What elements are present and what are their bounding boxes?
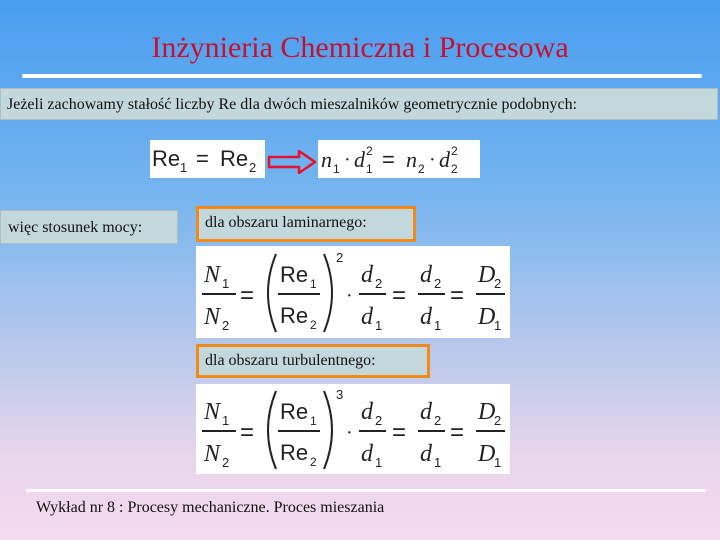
re2-subscript: 2 [249,160,257,175]
re2-subscript: 2 [310,455,317,469]
equals-sign: = [240,282,255,309]
dot-operator: · [346,422,353,444]
n2-symbol: N [204,441,221,467]
speed-diameter-equation [318,140,480,178]
d1-subscript: 1 [375,455,383,470]
equals-sign: = [450,419,465,446]
d2-symbol: d [439,147,450,172]
equals-sign: = [392,282,407,309]
dot-operator: · [344,149,351,171]
d1-subscript: 1 [434,318,442,333]
n1-subscript: 1 [333,162,340,176]
d2-subscript: 2 [375,276,383,291]
n1-subscript: 1 [222,276,230,291]
big-d1-symbol: D [478,441,496,467]
equals-sign: = [450,282,465,309]
intro-text: Jeżeli zachowamy stałość liczby Re dla dwóch mieszalników geometrycznie podobnych: [0,88,718,120]
re1-symbol: Re [280,262,309,287]
n1-subscript: 1 [222,413,230,428]
d1-subscript: 1 [434,455,442,470]
big-d1-subscript: 1 [494,318,502,333]
d1-symbol: d [361,304,373,330]
n2-subscript: 2 [418,162,425,176]
d2-subscript: 2 [434,413,442,428]
big-d2-subscript: 2 [494,413,502,428]
turbulent-regime-label: dla obszaru turbulentnego: [196,344,430,378]
d2-symbol: d [361,262,373,288]
equals-sign: = [240,419,255,446]
n1-symbol: N [204,399,221,425]
re2-subscript: 2 [310,318,317,332]
re1-symbol: Re [280,399,309,424]
right-arrow-icon [267,150,317,174]
re2-symbol: Re [280,440,309,465]
big-d2-symbol: D [478,399,496,425]
laminar-exponent: 2 [336,250,344,265]
slide-title: Inżynieria Chemiczna i Procesowa [151,31,569,64]
laminar-regime-label: dla obszaru laminarnego: [196,206,416,242]
d2-subscript: 2 [451,162,458,176]
d2-exponent: 2 [451,144,458,158]
n2-subscript: 2 [222,455,230,470]
big-d2-symbol: D [478,262,496,288]
dot-operator: · [346,285,353,307]
d2-symbol: d [420,399,432,425]
re1-subscript: 1 [180,160,188,175]
big-d1-symbol: D [478,304,496,330]
turbulent-power-equation [196,384,510,474]
re2-symbol: Re [220,146,249,171]
title-divider [22,74,702,78]
n2-subscript: 2 [222,318,230,333]
d1-symbol: d [361,441,373,467]
re2-symbol: Re [280,303,309,328]
laminar-power-equation [196,246,510,338]
d1-symbol: d [354,147,365,172]
d2-subscript: 2 [434,276,442,291]
d1-symbol: d [420,441,432,467]
equals-sign: = [392,419,407,446]
n1-symbol: N [204,262,221,288]
d1-exponent: 2 [366,144,373,158]
d1-symbol: d [420,304,432,330]
d2-symbol: d [420,262,432,288]
big-d1-subscript: 1 [494,455,502,470]
footer-text: Wykład nr 8 : Procesy mechaniczne. Proces mieszania [36,499,385,516]
d1-subscript: 1 [375,318,383,333]
re1-subscript: 1 [310,277,317,291]
re1-symbol: Re [152,146,181,171]
d1-subscript: 1 [366,162,373,176]
turbulent-exponent: 3 [336,387,344,402]
dot-operator: · [429,149,436,171]
n1-symbol: n [321,147,332,172]
big-d2-subscript: 2 [494,276,502,291]
reynolds-equality-equation [150,140,265,178]
re1-subscript: 1 [310,414,317,428]
power-ratio-label: więc stosunek mocy: [0,210,178,244]
footer-divider [26,489,706,492]
n2-symbol: N [204,304,221,330]
equals-sign: = [196,146,209,171]
d2-symbol: d [361,399,373,425]
n2-symbol: n [406,147,417,172]
d2-subscript: 2 [375,413,383,428]
equals-sign: = [382,147,395,172]
